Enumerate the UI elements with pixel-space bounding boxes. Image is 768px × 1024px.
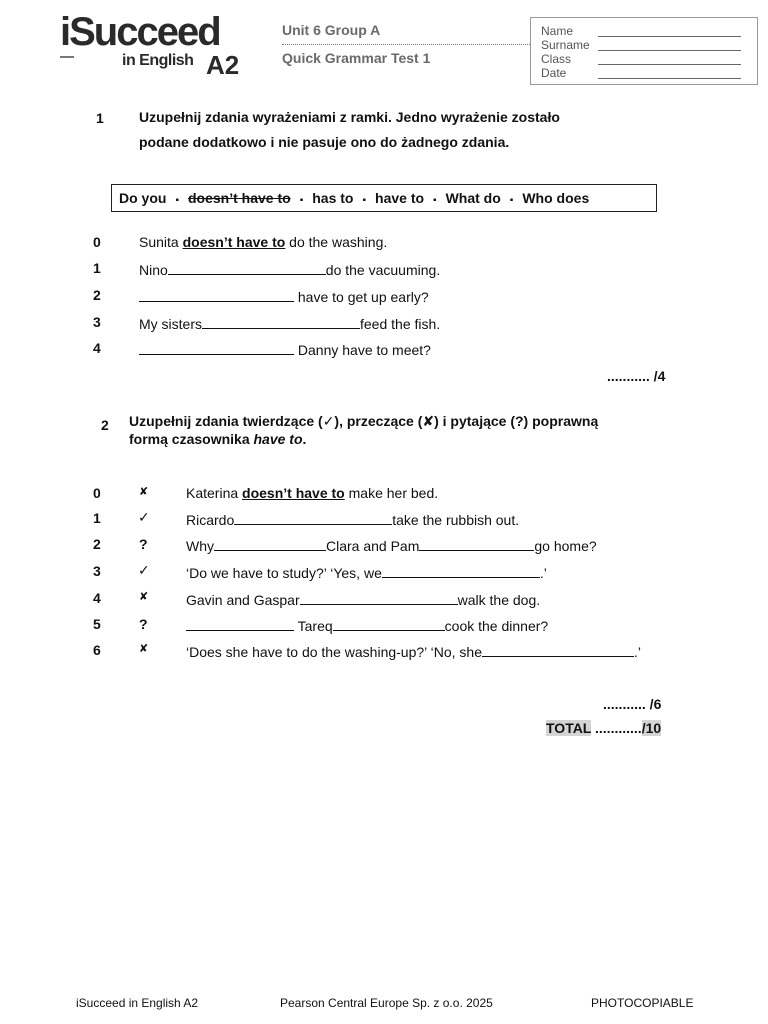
sentence-text: walk the dog.	[457, 592, 541, 608]
sentence-text: go home?	[534, 538, 597, 554]
logo-subtitle: in English	[122, 52, 194, 69]
ex2-item-6	[186, 642, 641, 660]
ex1-item-number: 1	[93, 260, 101, 276]
total-dots: ............	[591, 720, 642, 736]
answer-blank[interactable]	[214, 536, 326, 551]
ex2-item-1	[186, 510, 519, 528]
ex2-item-number: 1	[93, 510, 101, 526]
word-bank-item: have to	[375, 190, 425, 206]
ex1-item-2	[139, 287, 429, 305]
ex1-item-4	[139, 340, 431, 358]
surname-label: Surname	[541, 38, 590, 52]
word-bank-item-used: doesn’t have to	[188, 190, 291, 206]
sentence-text: cook the dinner?	[444, 618, 549, 634]
sentence-text: Sunita	[139, 234, 183, 250]
answer-blank[interactable]	[202, 314, 360, 329]
sentence-text: Gavin and Gaspar	[186, 592, 300, 608]
answer-blank[interactable]	[419, 536, 534, 551]
footer-right: PHOTOCOPIABLE	[591, 996, 694, 1010]
instruction-text: .	[302, 431, 307, 447]
word-bank	[111, 184, 657, 212]
logo-underline	[60, 56, 74, 58]
ex2-score: ........... /6	[603, 696, 662, 712]
total-score	[546, 720, 661, 736]
answer-blank[interactable]	[186, 616, 294, 631]
ex1-item-0	[139, 234, 387, 250]
ex2-item-5	[186, 616, 548, 634]
answer-blank[interactable]	[300, 590, 458, 605]
sentence-text: take the rubbish out.	[392, 512, 520, 528]
ex1-item-number: 0	[93, 234, 101, 250]
instruction-line: podane dodatkowo i nie pasuje ono do żadnego zdania.	[139, 134, 510, 150]
ex2-item-2	[186, 536, 597, 554]
date-field[interactable]	[598, 78, 741, 79]
sentence-text: make her bed.	[344, 485, 439, 501]
ex1-item-number: 3	[93, 314, 101, 330]
instruction-line: Uzupełnij zdania wyrażeniami z ramki. Jedno wyrażenie zostało	[139, 109, 560, 125]
answer-blank[interactable]	[382, 563, 540, 578]
sentence-text: do the washing.	[285, 234, 388, 250]
separator-icon: ▪	[175, 195, 179, 206]
sentence-text: Danny have to meet?	[294, 342, 431, 358]
student-info-box	[530, 17, 758, 85]
ex2-item-number: 4	[93, 590, 101, 606]
sentence-text: feed the fish.	[360, 316, 441, 332]
name-field[interactable]	[598, 36, 741, 37]
instruction-emphasis: have to	[253, 431, 303, 447]
question-mark-icon: ?	[139, 536, 148, 552]
exercise-2-instruction	[129, 412, 598, 448]
affirmative-mark-icon: ✓	[138, 509, 150, 525]
ex1-item-3	[139, 314, 440, 332]
answer-blank[interactable]	[139, 287, 294, 302]
ex1-score: ........... /4	[607, 368, 666, 384]
separator-icon: ▪	[362, 195, 367, 206]
word-bank-item: Who does	[522, 190, 590, 206]
exercise-1-instruction	[139, 105, 560, 155]
separator-icon: ▪	[433, 195, 437, 206]
negative-mark-icon: ✘	[139, 486, 149, 498]
exercise-2-number: 2	[101, 417, 109, 433]
footer-left: iSucceed in English A2	[76, 996, 199, 1010]
unit-title: Unit 6 Group A	[282, 22, 381, 38]
ex1-item-1	[139, 260, 440, 278]
answer-blank[interactable]	[482, 642, 634, 657]
header-divider	[282, 44, 530, 45]
sentence-text: Nino	[139, 262, 168, 278]
question-mark-icon: ?	[139, 616, 148, 632]
sentence-text: ‘Do we have to study?’ ‘Yes, we	[186, 565, 382, 581]
exercise-1-number: 1	[96, 110, 104, 126]
ex2-item-3	[186, 563, 547, 581]
surname-field[interactable]	[598, 50, 741, 51]
instruction-line: Uzupełnij zdania twierdzące (✓), przeczące (✘) i pytające (?) poprawną	[129, 413, 599, 429]
sentence-text: ‘Does she have to do the washing-up?’ ‘No, she	[186, 644, 482, 660]
negative-mark-icon: ✘	[139, 591, 149, 603]
instruction-line	[129, 430, 598, 448]
sentence-text: do the vacuuming.	[325, 262, 441, 278]
class-label: Class	[541, 52, 572, 66]
ex2-item-0	[186, 485, 438, 501]
ex2-item-number: 6	[93, 642, 101, 658]
answer-blank[interactable]	[139, 340, 294, 355]
logo-wordmark: iSucceed	[60, 10, 220, 54]
test-title: Quick Grammar Test 1	[282, 50, 431, 66]
ex2-item-number: 3	[93, 563, 101, 579]
ex2-item-4	[186, 590, 540, 608]
ex1-item-number: 2	[93, 287, 101, 303]
total-value: /10	[641, 720, 662, 736]
logo-level: A2	[206, 50, 240, 80]
sentence-text: Katerina	[186, 485, 243, 501]
separator-icon: ▪	[509, 195, 514, 206]
sentence-text: .’	[634, 644, 641, 660]
sentence-text: Why	[186, 538, 214, 554]
answer-blank[interactable]	[333, 616, 445, 631]
sentence-text: My sisters	[139, 316, 202, 332]
example-answer: doesn’t have to	[242, 485, 345, 501]
sentence-text: have to get up early?	[294, 289, 429, 305]
ex2-item-number: 2	[93, 536, 101, 552]
answer-blank[interactable]	[234, 510, 392, 525]
ex2-item-number: 5	[93, 616, 101, 632]
instruction-text: formą czasownika	[129, 431, 254, 447]
affirmative-mark-icon: ✓	[138, 562, 150, 578]
sentence-text: Tareq	[294, 618, 333, 634]
word-bank-item: has to	[312, 190, 354, 206]
name-label: Name	[541, 24, 574, 38]
ex1-item-number: 4	[93, 340, 101, 356]
answer-blank[interactable]	[168, 260, 326, 275]
word-bank-item: Do you	[119, 190, 167, 206]
example-answer: doesn’t have to	[182, 234, 286, 250]
ex2-item-number: 0	[93, 485, 101, 501]
date-label: Date	[541, 66, 567, 80]
separator-icon: ▪	[299, 195, 304, 206]
footer-center: Pearson Central Europe Sp. z o.o. 2025	[280, 996, 493, 1010]
sentence-text: Clara and Pam	[326, 538, 420, 554]
class-field[interactable]	[598, 64, 741, 65]
sentence-text: .’	[539, 565, 547, 581]
negative-mark-icon: ✘	[139, 643, 149, 655]
word-bank-item: What do	[445, 190, 501, 206]
total-label: TOTAL	[546, 720, 592, 736]
sentence-text: Ricardo	[186, 512, 235, 528]
